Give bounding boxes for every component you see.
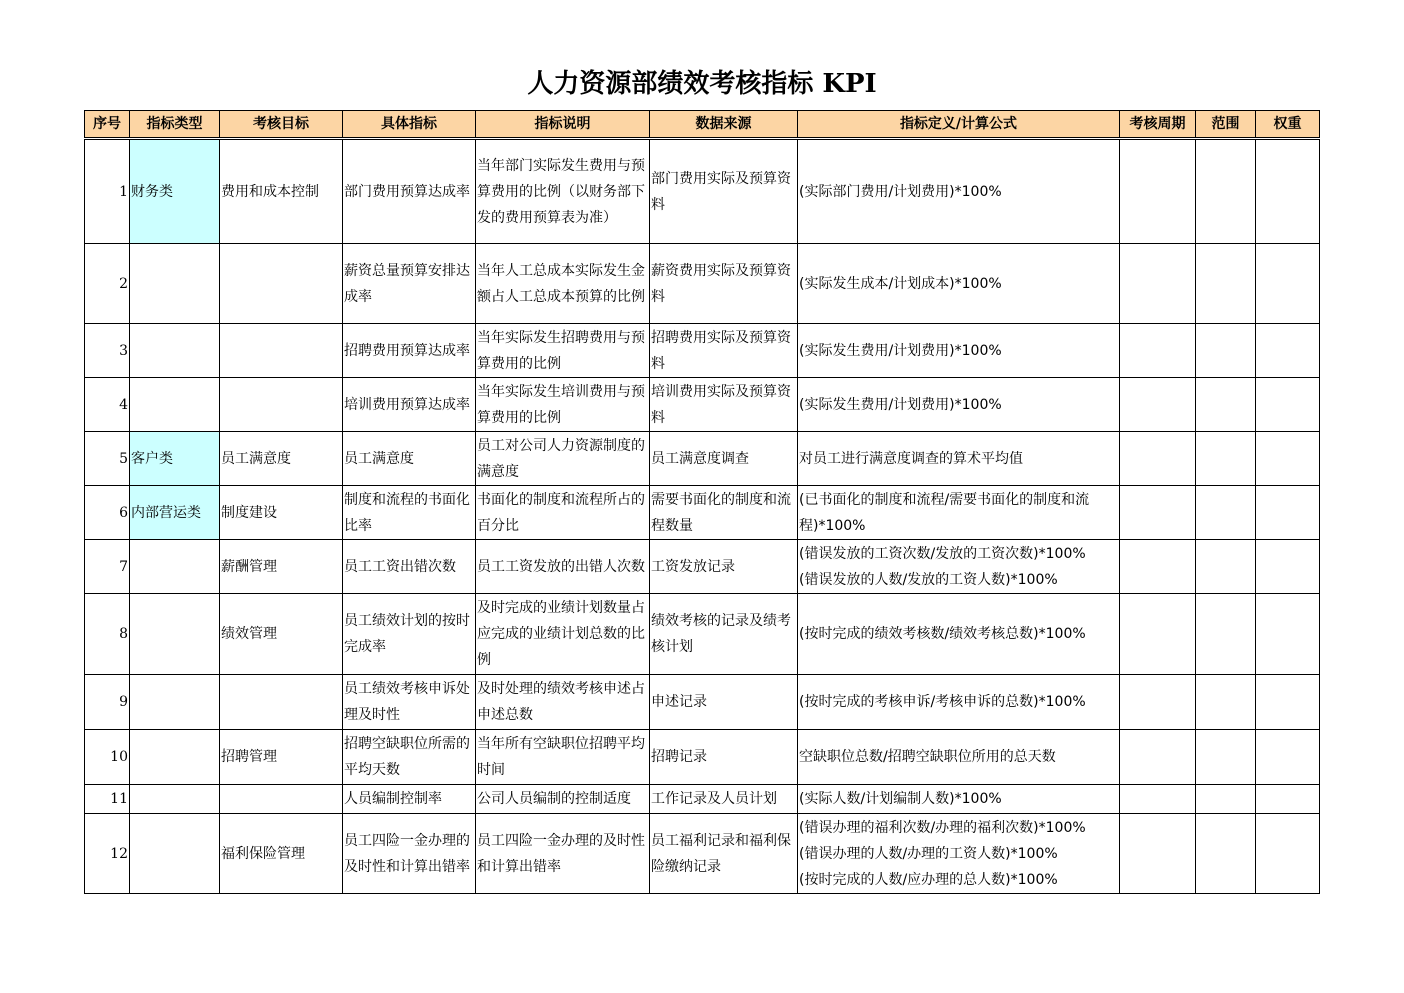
row-desc: 当年所有空缺职位招聘平均时间 xyxy=(476,730,650,785)
row-formula: (实际发生成本/计划成本)*100% xyxy=(798,244,1120,324)
row-period xyxy=(1120,730,1196,785)
row-no: 9 xyxy=(85,675,130,730)
row-weight xyxy=(1256,139,1320,244)
row-weight xyxy=(1256,675,1320,730)
header-type: 指标类型 xyxy=(130,111,220,139)
table-row xyxy=(85,785,1320,814)
row-no: 4 xyxy=(85,378,130,432)
row-period xyxy=(1120,486,1196,540)
row-indicator: 员工工资出错次数 xyxy=(343,540,476,594)
row-indicator: 薪资总量预算安排达成率 xyxy=(343,244,476,324)
row-weight xyxy=(1256,432,1320,486)
header-formula: 指标定义/计算公式 xyxy=(798,111,1120,139)
row-scope xyxy=(1196,814,1256,894)
row-formula xyxy=(798,814,1120,894)
row-source: 部门费用实际及预算资料 xyxy=(650,139,798,244)
row-scope xyxy=(1196,540,1256,594)
header-source: 数据来源 xyxy=(650,111,798,139)
row-source: 培训费用实际及预算资料 xyxy=(650,378,798,432)
row-weight xyxy=(1256,814,1320,894)
row-indicator: 招聘空缺职位所需的平均天数 xyxy=(343,730,476,785)
table-row xyxy=(85,486,1320,540)
row-no: 3 xyxy=(85,324,130,378)
row-formula: 对员工进行满意度调查的算术平均值 xyxy=(798,432,1120,486)
table-row xyxy=(85,139,1320,244)
row-desc: 书面化的制度和流程所占的百分比 xyxy=(476,486,650,540)
row-indicator: 员工绩效计划的按时完成率 xyxy=(343,594,476,675)
row-weight xyxy=(1256,594,1320,675)
row-no: 10 xyxy=(85,730,130,785)
row-goal: 员工满意度 xyxy=(220,432,343,486)
formula-line: (错误发放的工资次数/发放的工资次数)*100% xyxy=(799,545,1086,562)
row-scope xyxy=(1196,244,1256,324)
row-period xyxy=(1120,785,1196,814)
row-scope xyxy=(1196,432,1256,486)
row-formula: (已书面化的制度和流程/需要书面化的制度和流程)*100% xyxy=(798,486,1120,540)
table-row xyxy=(85,540,1320,594)
row-goal: 费用和成本控制 xyxy=(220,139,343,244)
page-title: 人力资源部绩效考核指标 KPI xyxy=(527,69,877,99)
row-type xyxy=(130,814,220,894)
row-no: 11 xyxy=(85,785,130,814)
row-goal: 薪酬管理 xyxy=(220,540,343,594)
table-row xyxy=(85,675,1320,730)
row-desc: 当年人工总成本实际发生金额占人工总成本预算的比例 xyxy=(476,244,650,324)
header-goal: 考核目标 xyxy=(220,111,343,139)
header-no: 序号 xyxy=(85,111,130,139)
table-row xyxy=(85,378,1320,432)
row-desc: 当年部门实际发生费用与预算费用的比例（以财务部下发的费用预算表为准） xyxy=(476,139,650,244)
row-indicator: 招聘费用预算达成率 xyxy=(343,324,476,378)
row-weight xyxy=(1256,540,1320,594)
row-period xyxy=(1120,324,1196,378)
row-indicator: 员工绩效考核申诉处理及时性 xyxy=(343,675,476,730)
header-indicator: 具体指标 xyxy=(343,111,476,139)
row-weight xyxy=(1256,730,1320,785)
row-source: 申述记录 xyxy=(650,675,798,730)
row-weight xyxy=(1256,785,1320,814)
row-goal: 福利保险管理 xyxy=(220,814,343,894)
row-scope xyxy=(1196,139,1256,244)
row-weight xyxy=(1256,324,1320,378)
row-source: 需要书面化的制度和流程数量 xyxy=(650,486,798,540)
row-period xyxy=(1120,432,1196,486)
table-row xyxy=(85,814,1320,894)
row-period xyxy=(1120,378,1196,432)
row-type xyxy=(130,785,220,814)
table-row xyxy=(85,324,1320,378)
row-type xyxy=(130,675,220,730)
row-indicator: 培训费用预算达成率 xyxy=(343,378,476,432)
row-type xyxy=(130,378,220,432)
row-weight xyxy=(1256,486,1320,540)
row-weight xyxy=(1256,244,1320,324)
table-row xyxy=(85,244,1320,324)
table-row xyxy=(85,730,1320,785)
row-period xyxy=(1120,814,1196,894)
row-type xyxy=(130,730,220,785)
header-row xyxy=(85,111,1320,139)
row-period xyxy=(1120,139,1196,244)
row-goal: 绩效管理 xyxy=(220,594,343,675)
header-period: 考核周期 xyxy=(1120,111,1196,139)
row-no: 1 xyxy=(85,139,130,244)
row-desc: 员工对公司人力资源制度的满意度 xyxy=(476,432,650,486)
row-type xyxy=(130,324,220,378)
formula-line: (按时完成的人数/应办理的总人数)*100% xyxy=(799,871,1058,888)
row-weight xyxy=(1256,378,1320,432)
row-goal xyxy=(220,324,343,378)
row-formula: (按时完成的考核申诉/考核申诉的总数)*100% xyxy=(798,675,1120,730)
row-no: 8 xyxy=(85,594,130,675)
row-type xyxy=(130,244,220,324)
row-desc: 员工工资发放的出错人次数 xyxy=(476,540,650,594)
row-type xyxy=(130,594,220,675)
header-scope: 范围 xyxy=(1196,111,1256,139)
row-formula: (实际发生费用/计划费用)*100% xyxy=(798,324,1120,378)
row-formula: (实际发生费用/计划费用)*100% xyxy=(798,378,1120,432)
header-desc: 指标说明 xyxy=(476,111,650,139)
formula-line: (错误办理的人数/办理的工资人数)*100% xyxy=(799,845,1058,862)
row-source: 薪资费用实际及预算资料 xyxy=(650,244,798,324)
row-source: 工资发放记录 xyxy=(650,540,798,594)
row-type: 内部营运类 xyxy=(130,486,220,540)
formula-line: (错误办理的福利次数/办理的福利次数)*100% xyxy=(799,819,1086,836)
kpi-table xyxy=(84,110,1320,894)
row-source: 员工满意度调查 xyxy=(650,432,798,486)
row-no: 7 xyxy=(85,540,130,594)
row-indicator: 员工四险一金办理的及时性和计算出错率 xyxy=(343,814,476,894)
row-goal xyxy=(220,675,343,730)
row-no: 5 xyxy=(85,432,130,486)
row-desc: 当年实际发生招聘费用与预算费用的比例 xyxy=(476,324,650,378)
row-formula: (实际部门费用/计划费用)*100% xyxy=(798,139,1120,244)
row-indicator: 员工满意度 xyxy=(343,432,476,486)
row-source: 绩效考核的记录及绩考核计划 xyxy=(650,594,798,675)
row-scope xyxy=(1196,785,1256,814)
row-formula: (实际人数/计划编制人数)*100% xyxy=(798,785,1120,814)
row-goal xyxy=(220,244,343,324)
row-goal: 招聘管理 xyxy=(220,730,343,785)
row-formula xyxy=(798,540,1120,594)
row-scope xyxy=(1196,324,1256,378)
row-desc: 公司人员编制的控制适度 xyxy=(476,785,650,814)
row-formula: (按时完成的绩效考核数/绩效考核总数)*100% xyxy=(798,594,1120,675)
row-scope xyxy=(1196,730,1256,785)
row-desc: 及时完成的业绩计划数量占应完成的业绩计划总数的比例 xyxy=(476,594,650,675)
table-row xyxy=(85,432,1320,486)
row-goal: 制度建设 xyxy=(220,486,343,540)
row-desc: 当年实际发生培训费用与预算费用的比例 xyxy=(476,378,650,432)
formula-line: (错误发放的人数/发放的工资人数)*100% xyxy=(799,571,1058,588)
row-indicator: 人员编制控制率 xyxy=(343,785,476,814)
row-source: 招聘费用实际及预算资料 xyxy=(650,324,798,378)
row-period xyxy=(1120,594,1196,675)
row-indicator: 部门费用预算达成率 xyxy=(343,139,476,244)
row-source: 员工福利记录和福利保险缴纳记录 xyxy=(650,814,798,894)
header-weight: 权重 xyxy=(1256,111,1320,139)
row-type: 财务类 xyxy=(130,139,220,244)
row-desc: 及时处理的绩效考核申述占申述总数 xyxy=(476,675,650,730)
row-scope xyxy=(1196,378,1256,432)
row-goal xyxy=(220,378,343,432)
row-source: 招聘记录 xyxy=(650,730,798,785)
row-scope xyxy=(1196,594,1256,675)
row-period xyxy=(1120,540,1196,594)
row-no: 2 xyxy=(85,244,130,324)
row-desc: 员工四险一金办理的及时性和计算出错率 xyxy=(476,814,650,894)
row-no: 6 xyxy=(85,486,130,540)
row-source: 工作记录及人员计划 xyxy=(650,785,798,814)
row-scope xyxy=(1196,486,1256,540)
row-period xyxy=(1120,244,1196,324)
row-scope xyxy=(1196,675,1256,730)
row-type xyxy=(130,540,220,594)
row-formula: 空缺职位总数/招聘空缺职位所用的总天数 xyxy=(798,730,1120,785)
row-period xyxy=(1120,675,1196,730)
table-row xyxy=(85,594,1320,675)
row-type: 客户类 xyxy=(130,432,220,486)
row-indicator: 制度和流程的书面化比率 xyxy=(343,486,476,540)
row-goal xyxy=(220,785,343,814)
row-no: 12 xyxy=(85,814,130,894)
